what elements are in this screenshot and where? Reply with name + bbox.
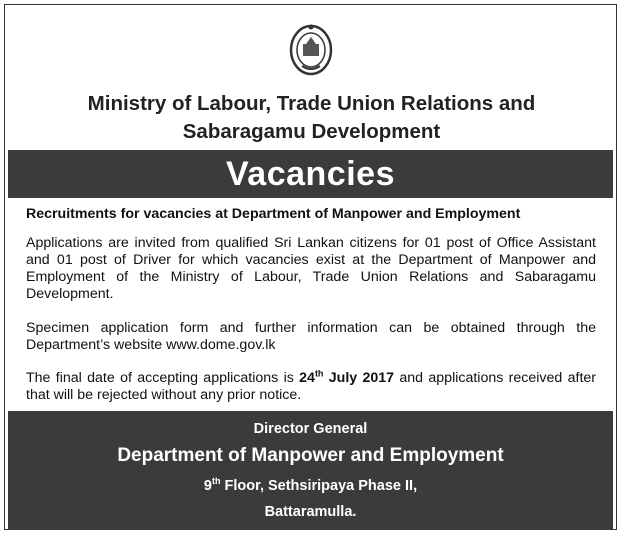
paragraph-invitation: Applications are invited from qualified Sri Lankan citizens for 01 post of Office Assistant and 01 post of Driver for which vacancies exist at the Department of Manpower and Employment of the Ministry of Labour, Trade Union Relations and Sabaragamu Development.	[26, 235, 596, 302]
signatory-role: Director General	[253, 421, 368, 437]
ministry-line-2: Sabaragamu Development	[182, 120, 441, 143]
paragraph-closing-date	[26, 370, 596, 404]
closing-text-before: The final date of accepting applications is	[26, 370, 300, 386]
closing-date	[299, 370, 394, 386]
closing-day: 24	[299, 370, 315, 386]
address-line-1	[8, 478, 613, 494]
floor-suffix: th	[211, 476, 221, 487]
sri-lanka-emblem-icon	[284, 22, 338, 76]
ministry-name	[10, 90, 613, 146]
paragraph-application-form: Specimen application form and further information can be obtained through the Department’s website www.dome.gov.lk	[26, 320, 596, 353]
floor-number: 9	[203, 478, 212, 494]
banner-title: Vacancies	[226, 155, 395, 193]
recruitment-subheading: Recruitments for vacancies at Department of Manpower and Employment	[26, 206, 521, 222]
vacancies-banner	[8, 150, 613, 198]
closing-month-year: July 2017	[323, 370, 395, 386]
address-city: Battaramulla.	[264, 504, 357, 520]
ministry-line-1: Ministry of Labour, Trade Union Relations and	[87, 92, 536, 115]
closing-text-after: and applications received after that will be rejected without any prior notice.	[26, 370, 597, 403]
closing-day-suffix: th	[314, 368, 324, 379]
floor-rest: Floor, Sethsiripaya Phase II,	[220, 478, 418, 494]
department-name: Department of Manpower and Employment	[117, 445, 504, 466]
footer-banner	[8, 411, 613, 530]
